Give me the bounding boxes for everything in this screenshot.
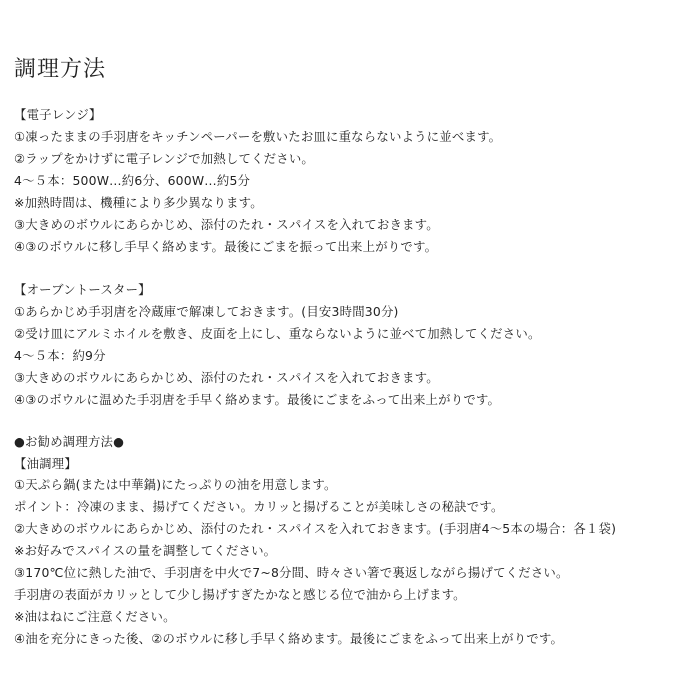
microwave-note: ※加熱時間は、機種により多少異なります。 — [14, 195, 263, 210]
toaster-time: 4～５本：約9分 — [14, 348, 106, 363]
microwave-step-3: ③大きめのボウルにあらかじめ、添付のたれ・スパイスを入れておきます。 — [14, 217, 439, 232]
toaster-step-2: ②受け皿にアルミホイルを敷き、皮面を上にし、重ならないように並べて加熱してください。 — [14, 326, 541, 341]
microwave-step-4: ④③のボウルに移し手早く絡めます。最後にごまを振って出来上がりです。 — [14, 239, 438, 254]
oil-step-3: ③170℃位に熱した油で、手羽唐を中火で7~8分間、時々さい箸で裏返しながら揚げてください。 — [14, 565, 569, 580]
oil-note-splash: ※油はねにご注意ください。 — [14, 609, 176, 624]
oil-point: ポイント：冷凍のまま、揚げてください。カリッと揚げることが美味しさの秘訣です。 — [14, 499, 504, 514]
oil-note-spice: ※お好みでスパイスの量を調整してください。 — [14, 543, 277, 558]
toaster-step-4: ④③のボウルに温めた手羽唐を手早く絡めます。最後にごまをふって出来上がりです。 — [14, 392, 501, 407]
microwave-heading: 【電子レンジ】 — [14, 107, 102, 122]
microwave-step-2: ②ラップをかけずに電子レンジで加熱してください。 — [14, 151, 315, 166]
oil-step-3-detail: 手羽唐の表面がカリッとして少し揚げすぎたかなと感じる位で油から上げます。 — [14, 587, 466, 602]
oil-step-2: ②大きめのボウルにあらかじめ、添付のたれ・スパイスを入れておきます。(手羽唐4～5本の場合：各１袋) — [14, 521, 617, 536]
oil-step-1: ①天ぷら鍋(または中華鍋)にたっぷりの油を用意します。 — [14, 477, 337, 492]
toaster-step-1: ①あらかじめ手羽唐を冷蔵庫で解凍しておきます。(目安3時間30分) — [14, 304, 399, 319]
toaster-heading: 【オーブントースター】 — [14, 282, 151, 297]
toaster-step-3: ③大きめのボウルにあらかじめ、添付のたれ・スパイスを入れておきます。 — [14, 370, 439, 385]
recommended-heading: ●お勧め調理方法● — [14, 434, 125, 449]
oil-step-4: ④油を充分にきった後、②のボウルに移し手早く絡めます。最後にごまをふって出来上がりです。 — [14, 631, 564, 646]
microwave-step-1: ①凍ったままの手羽唐をキッチンペーパーを敷いたお皿に重ならないように並べます。 — [14, 129, 502, 144]
microwave-time: 4～５本：500W…約6分、600W…約5分 — [14, 173, 251, 188]
page-title: 調理方法 — [14, 57, 107, 82]
oil-cooking-heading: 【油調理】 — [14, 456, 77, 471]
